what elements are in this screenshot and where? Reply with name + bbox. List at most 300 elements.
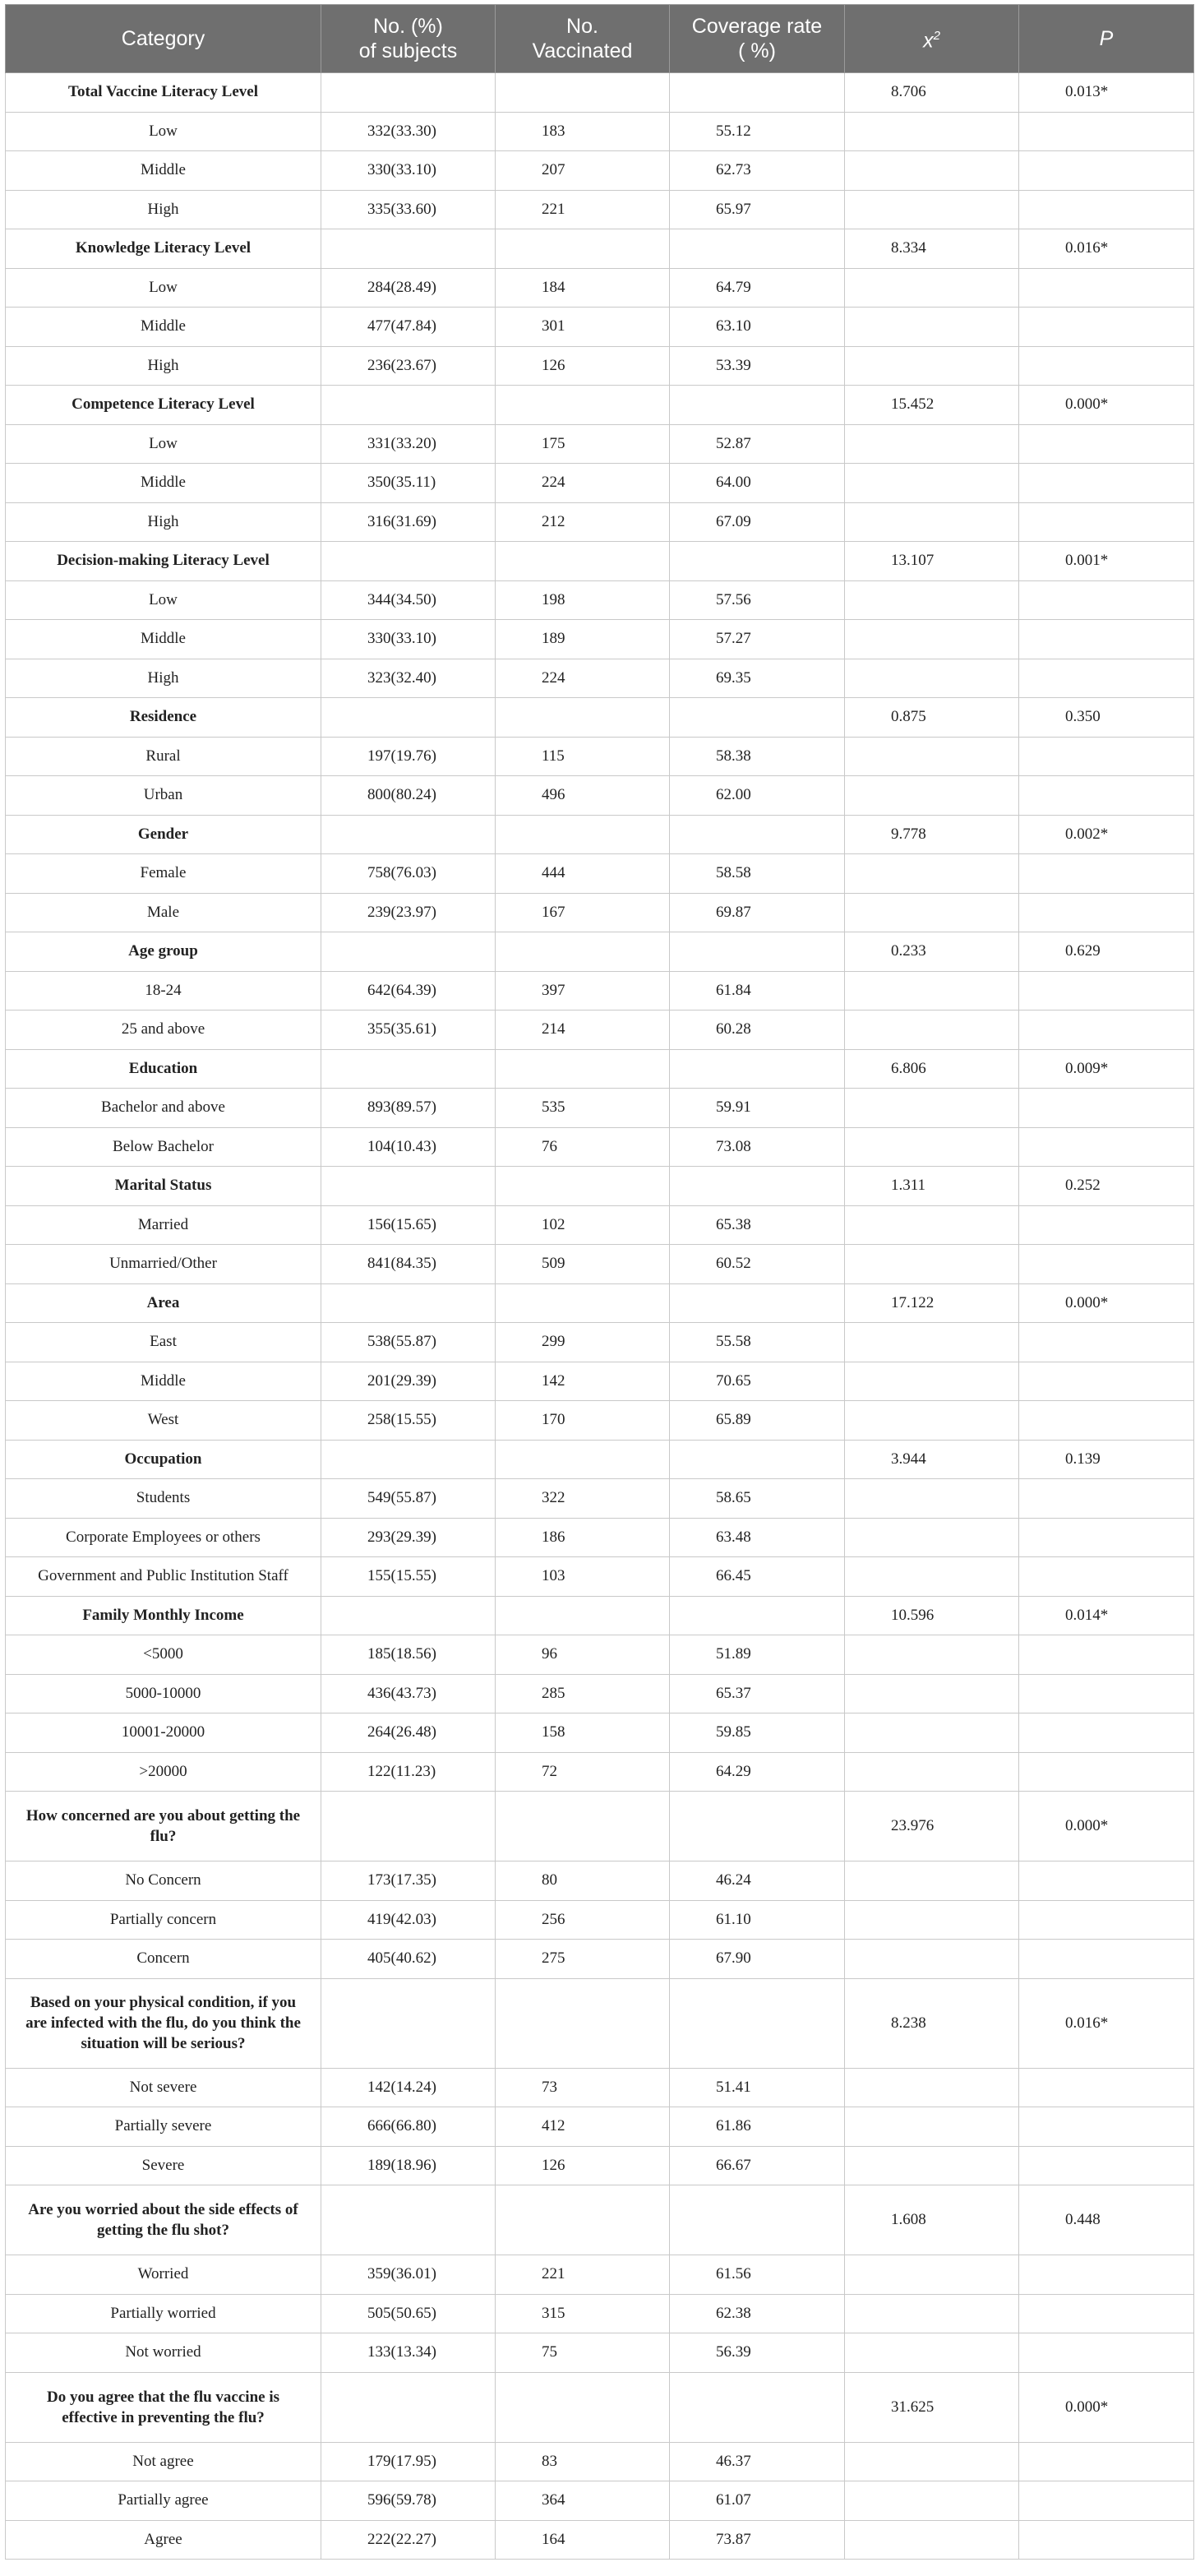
header-chi-square-symbol: x <box>923 29 934 53</box>
coverage-cell <box>670 1978 845 2068</box>
vaccinated-cell <box>496 1792 670 1861</box>
subjects-cell: 201(29.39) <box>321 1362 496 1401</box>
table-row <box>6 268 1194 308</box>
chi-square-cell <box>845 2333 1019 2373</box>
category-cell: Middle <box>6 620 321 659</box>
p-value-cell <box>1019 620 1194 659</box>
subjects-cell <box>321 1792 496 1861</box>
category-cell: Not severe <box>6 2068 321 2107</box>
coverage-cell: 66.67 <box>670 2146 845 2185</box>
chi-square-cell <box>845 620 1019 659</box>
vaccinated-cell: 102 <box>496 1205 670 1245</box>
table-row <box>6 2146 1194 2185</box>
subjects-cell: 185(18.56) <box>321 1635 496 1675</box>
vaccinated-cell <box>496 1596 670 1635</box>
coverage-cell: 61.07 <box>670 2481 845 2521</box>
table-row <box>6 151 1194 191</box>
p-value-cell <box>1019 971 1194 1011</box>
table-row <box>6 1861 1194 1901</box>
chi-square-cell <box>845 464 1019 503</box>
chi-square-cell: 0.233 <box>845 932 1019 972</box>
chi-square-cell <box>845 971 1019 1011</box>
coverage-cell: 55.58 <box>670 1323 845 1362</box>
vaccinated-cell: 224 <box>496 659 670 698</box>
coverage-cell: 60.52 <box>670 1245 845 1284</box>
coverage-cell: 63.10 <box>670 308 845 347</box>
vaccinated-cell: 75 <box>496 2333 670 2373</box>
coverage-cell <box>670 73 845 113</box>
chi-square-cell: 10.596 <box>845 1596 1019 1635</box>
coverage-cell: 61.10 <box>670 1900 845 1940</box>
table-row <box>6 1323 1194 1362</box>
table-row <box>6 1011 1194 1050</box>
table-row <box>6 620 1194 659</box>
coverage-cell: 58.65 <box>670 1479 845 1519</box>
p-value-cell <box>1019 1323 1194 1362</box>
vaccinated-cell: 183 <box>496 112 670 151</box>
vaccinated-cell <box>496 1049 670 1089</box>
header-vaccinated <box>496 5 670 73</box>
subjects-cell <box>321 542 496 581</box>
group-label-cell: How concerned are you about getting the flu? <box>6 1792 321 1861</box>
subjects-cell <box>321 815 496 854</box>
subjects-cell: 335(33.60) <box>321 190 496 229</box>
vaccinated-cell: 83 <box>496 2442 670 2481</box>
header-category: Category <box>6 5 321 73</box>
group-row <box>6 542 1194 581</box>
coverage-cell: 62.73 <box>670 151 845 191</box>
vaccinated-cell: 164 <box>496 2520 670 2560</box>
coverage-cell: 64.00 <box>670 464 845 503</box>
table-row <box>6 308 1194 347</box>
category-cell: Corporate Employees or others <box>6 1518 321 1557</box>
category-cell: Married <box>6 1205 321 1245</box>
p-value-cell <box>1019 1635 1194 1675</box>
chi-square-cell <box>845 854 1019 894</box>
table-row <box>6 1089 1194 1128</box>
vaccinated-cell: 126 <box>496 346 670 386</box>
vaccinated-cell: 76 <box>496 1127 670 1167</box>
p-value-cell: 0.014* <box>1019 1596 1194 1635</box>
subjects-cell: 142(14.24) <box>321 2068 496 2107</box>
chi-square-cell <box>845 2481 1019 2521</box>
category-cell: Government and Public Institution Staff <box>6 1557 321 1597</box>
table-row <box>6 1205 1194 1245</box>
vaccinated-cell: 186 <box>496 1518 670 1557</box>
category-cell: High <box>6 346 321 386</box>
category-cell: Not worried <box>6 2333 321 2373</box>
vaccinated-cell: 315 <box>496 2294 670 2333</box>
vaccinated-cell: 189 <box>496 620 670 659</box>
category-cell: Concern <box>6 1940 321 1979</box>
coverage-cell <box>670 815 845 854</box>
category-cell: Partially concern <box>6 1900 321 1940</box>
subjects-cell: 173(17.35) <box>321 1861 496 1901</box>
chi-square-cell: 8.334 <box>845 229 1019 269</box>
coverage-cell: 59.85 <box>670 1713 845 1753</box>
category-cell: <5000 <box>6 1635 321 1675</box>
chi-square-cell: 0.875 <box>845 698 1019 738</box>
table-row <box>6 1674 1194 1713</box>
subjects-cell: 222(22.27) <box>321 2520 496 2560</box>
category-cell: Below Bachelor <box>6 1127 321 1167</box>
chi-square-cell <box>845 2294 1019 2333</box>
coverage-cell: 46.24 <box>670 1861 845 1901</box>
subjects-cell <box>321 2185 496 2255</box>
table-row <box>6 893 1194 932</box>
chi-square-cell <box>845 1362 1019 1401</box>
chi-square-cell <box>845 2146 1019 2185</box>
group-row <box>6 1596 1194 1635</box>
category-cell: Low <box>6 112 321 151</box>
chi-square-cell <box>845 1900 1019 1940</box>
subjects-cell <box>321 1167 496 1206</box>
table-row <box>6 502 1194 542</box>
chi-square-cell <box>845 268 1019 308</box>
chi-square-cell: 1.608 <box>845 2185 1019 2255</box>
chi-square-cell: 3.944 <box>845 1440 1019 1479</box>
coverage-cell: 64.79 <box>670 268 845 308</box>
coverage-cell: 73.87 <box>670 2520 845 2560</box>
vaccinated-cell: 224 <box>496 464 670 503</box>
chi-square-cell <box>845 1674 1019 1713</box>
header-row <box>6 5 1194 73</box>
p-value-cell <box>1019 2107 1194 2147</box>
subjects-cell: 666(66.80) <box>321 2107 496 2147</box>
p-value-cell: 0.000* <box>1019 1792 1194 1861</box>
chi-square-cell <box>845 1089 1019 1128</box>
subjects-cell: 800(80.24) <box>321 776 496 816</box>
header-subjects-line1: No. (%) <box>373 15 443 38</box>
subjects-cell: 104(10.43) <box>321 1127 496 1167</box>
coverage-cell: 65.97 <box>670 190 845 229</box>
p-value-cell: 0.448 <box>1019 2185 1194 2255</box>
subjects-cell: 330(33.10) <box>321 151 496 191</box>
p-value-cell <box>1019 424 1194 464</box>
chi-square-cell <box>845 1518 1019 1557</box>
vaccinated-cell <box>496 698 670 738</box>
group-label-cell: Residence <box>6 698 321 738</box>
group-label-cell: Knowledge Literacy Level <box>6 229 321 269</box>
p-value-cell: 0.000* <box>1019 2372 1194 2442</box>
data-table <box>5 4 1194 2560</box>
p-value-cell: 0.009* <box>1019 1049 1194 1089</box>
table-row <box>6 776 1194 816</box>
vaccinated-cell: 535 <box>496 1089 670 1128</box>
coverage-cell <box>670 698 845 738</box>
table-row <box>6 2068 1194 2107</box>
group-label-cell: Area <box>6 1283 321 1323</box>
chi-square-cell <box>845 893 1019 932</box>
coverage-cell: 64.29 <box>670 1752 845 1792</box>
table-row <box>6 1479 1194 1519</box>
chi-square-cell <box>845 1245 1019 1284</box>
chi-square-cell <box>845 2255 1019 2295</box>
chi-square-cell <box>845 2107 1019 2147</box>
subjects-cell: 419(42.03) <box>321 1900 496 1940</box>
table-row <box>6 346 1194 386</box>
coverage-cell: 69.87 <box>670 893 845 932</box>
coverage-cell: 57.27 <box>670 620 845 659</box>
coverage-cell: 63.48 <box>670 1518 845 1557</box>
subjects-cell <box>321 1283 496 1323</box>
header-coverage-line1: Coverage rate <box>691 15 823 38</box>
coverage-cell: 52.87 <box>670 424 845 464</box>
category-cell: Middle <box>6 151 321 191</box>
p-value-cell <box>1019 2520 1194 2560</box>
p-value-cell <box>1019 1861 1194 1901</box>
p-value-cell: 0.000* <box>1019 386 1194 425</box>
coverage-cell: 62.00 <box>670 776 845 816</box>
p-value-cell <box>1019 1089 1194 1128</box>
table-row <box>6 1752 1194 1792</box>
p-value-cell <box>1019 580 1194 620</box>
chi-square-cell <box>845 1635 1019 1675</box>
subjects-cell: 179(17.95) <box>321 2442 496 2481</box>
p-value-cell <box>1019 2481 1194 2521</box>
chi-square-cell <box>845 2442 1019 2481</box>
group-label-cell: Occupation <box>6 1440 321 1479</box>
chi-square-cell: 17.122 <box>845 1283 1019 1323</box>
chi-square-cell <box>845 346 1019 386</box>
table-row <box>6 1557 1194 1597</box>
coverage-cell: 65.89 <box>670 1401 845 1441</box>
vaccinated-cell: 256 <box>496 1900 670 1940</box>
chi-square-cell <box>845 424 1019 464</box>
chi-square-cell: 6.806 <box>845 1049 1019 1089</box>
table-row <box>6 737 1194 776</box>
vaccinated-cell: 275 <box>496 1940 670 1979</box>
header-chi-square-exponent: 2 <box>933 29 940 44</box>
subjects-cell <box>321 73 496 113</box>
category-cell: High <box>6 659 321 698</box>
category-cell: 25 and above <box>6 1011 321 1050</box>
chi-square-cell <box>845 1752 1019 1792</box>
p-value-cell <box>1019 1362 1194 1401</box>
vaccinated-cell: 115 <box>496 737 670 776</box>
table-row <box>6 464 1194 503</box>
coverage-cell: 53.39 <box>670 346 845 386</box>
category-cell: Partially agree <box>6 2481 321 2521</box>
vaccinated-cell: 364 <box>496 2481 670 2521</box>
p-value-cell: 0.013* <box>1019 73 1194 113</box>
group-row <box>6 1792 1194 1861</box>
group-row <box>6 2185 1194 2255</box>
coverage-cell: 61.84 <box>670 971 845 1011</box>
vaccinated-cell: 496 <box>496 776 670 816</box>
vaccinated-cell: 126 <box>496 2146 670 2185</box>
table-row <box>6 2442 1194 2481</box>
group-row <box>6 73 1194 113</box>
vaccinated-cell: 175 <box>496 424 670 464</box>
subjects-cell: 642(64.39) <box>321 971 496 1011</box>
chi-square-cell <box>845 1940 1019 1979</box>
category-cell: Middle <box>6 1362 321 1401</box>
subjects-cell <box>321 932 496 972</box>
group-row <box>6 229 1194 269</box>
subjects-cell <box>321 1049 496 1089</box>
table-row <box>6 1518 1194 1557</box>
subjects-cell: 841(84.35) <box>321 1245 496 1284</box>
coverage-cell: 60.28 <box>670 1011 845 1050</box>
subjects-cell <box>321 1978 496 2068</box>
subjects-cell: 436(43.73) <box>321 1674 496 1713</box>
coverage-cell: 66.45 <box>670 1557 845 1597</box>
subjects-cell: 133(13.34) <box>321 2333 496 2373</box>
p-value-cell <box>1019 308 1194 347</box>
header-vaccinated-line1: No. <box>566 15 598 38</box>
coverage-cell: 61.56 <box>670 2255 845 2295</box>
category-cell: Not agree <box>6 2442 321 2481</box>
chi-square-cell <box>845 1323 1019 1362</box>
subjects-cell: 477(47.84) <box>321 308 496 347</box>
subjects-cell: 284(28.49) <box>321 268 496 308</box>
p-value-cell <box>1019 1205 1194 1245</box>
category-cell: Severe <box>6 2146 321 2185</box>
p-value-cell <box>1019 268 1194 308</box>
category-cell: Urban <box>6 776 321 816</box>
chi-square-cell <box>845 308 1019 347</box>
p-value-cell <box>1019 346 1194 386</box>
vaccinated-cell <box>496 2372 670 2442</box>
group-label-cell: Based on your physical condition, if you are infected with the flu, do you think the situation will be serious? <box>6 1978 321 2068</box>
table-row <box>6 2333 1194 2373</box>
p-value-cell <box>1019 1401 1194 1441</box>
vaccinated-cell: 214 <box>496 1011 670 1050</box>
chi-square-cell <box>845 776 1019 816</box>
subjects-cell: 344(34.50) <box>321 580 496 620</box>
group-row <box>6 932 1194 972</box>
subjects-cell: 239(23.97) <box>321 893 496 932</box>
p-value-cell: 0.000* <box>1019 1283 1194 1323</box>
vaccinated-cell: 207 <box>496 151 670 191</box>
category-cell: >20000 <box>6 1752 321 1792</box>
vaccinated-cell: 167 <box>496 893 670 932</box>
p-value-cell <box>1019 659 1194 698</box>
p-value-cell <box>1019 2442 1194 2481</box>
chi-square-cell <box>845 151 1019 191</box>
subjects-cell: 350(35.11) <box>321 464 496 503</box>
vaccinated-cell <box>496 1978 670 2068</box>
p-value-cell <box>1019 2255 1194 2295</box>
vaccinated-cell: 80 <box>496 1861 670 1901</box>
coverage-cell: 56.39 <box>670 2333 845 2373</box>
table-row <box>6 1362 1194 1401</box>
group-label-cell: Decision-making Literacy Level <box>6 542 321 581</box>
coverage-cell: 51.89 <box>670 1635 845 1675</box>
chi-square-cell <box>845 1557 1019 1597</box>
group-label-cell: Do you agree that the flu vaccine is effective in preventing the flu? <box>6 2372 321 2442</box>
coverage-cell: 57.56 <box>670 580 845 620</box>
group-label-cell: Gender <box>6 815 321 854</box>
p-value-cell <box>1019 1245 1194 1284</box>
coverage-cell: 58.38 <box>670 737 845 776</box>
p-value-cell <box>1019 1674 1194 1713</box>
coverage-cell <box>670 2185 845 2255</box>
p-value-cell <box>1019 1011 1194 1050</box>
subjects-cell: 236(23.67) <box>321 346 496 386</box>
p-value-cell <box>1019 1479 1194 1519</box>
category-cell: Unmarried/Other <box>6 1245 321 1284</box>
subjects-cell: 330(33.10) <box>321 620 496 659</box>
vaccinated-cell: 73 <box>496 2068 670 2107</box>
category-cell: Students <box>6 1479 321 1519</box>
subjects-cell: 122(11.23) <box>321 1752 496 1792</box>
p-value-cell <box>1019 2333 1194 2373</box>
group-label-cell: Competence Literacy Level <box>6 386 321 425</box>
chi-square-cell <box>845 1011 1019 1050</box>
group-row <box>6 1978 1194 2068</box>
coverage-cell: 70.65 <box>670 1362 845 1401</box>
category-cell: Rural <box>6 737 321 776</box>
coverage-cell: 69.35 <box>670 659 845 698</box>
header-chi-square <box>845 5 1019 73</box>
group-label-cell: Education <box>6 1049 321 1089</box>
category-cell: East <box>6 1323 321 1362</box>
subjects-cell: 758(76.03) <box>321 854 496 894</box>
table-row <box>6 971 1194 1011</box>
p-value-cell <box>1019 1518 1194 1557</box>
category-cell: West <box>6 1401 321 1441</box>
vaccinated-cell <box>496 229 670 269</box>
vaccinated-cell: 170 <box>496 1401 670 1441</box>
p-value-cell: 0.001* <box>1019 542 1194 581</box>
subjects-cell <box>321 229 496 269</box>
group-row <box>6 1283 1194 1323</box>
vaccinated-cell: 184 <box>496 268 670 308</box>
chi-square-cell <box>845 659 1019 698</box>
subjects-cell <box>321 1440 496 1479</box>
group-row <box>6 1167 1194 1206</box>
category-cell: Low <box>6 268 321 308</box>
p-value-cell <box>1019 1940 1194 1979</box>
subjects-cell: 189(18.96) <box>321 2146 496 2185</box>
vaccinated-cell <box>496 932 670 972</box>
coverage-cell <box>670 932 845 972</box>
vaccinated-cell <box>496 2185 670 2255</box>
chi-square-cell: 8.238 <box>845 1978 1019 2068</box>
subjects-cell <box>321 2372 496 2442</box>
category-cell: 5000-10000 <box>6 1674 321 1713</box>
table-row <box>6 854 1194 894</box>
vaccinated-cell: 96 <box>496 1635 670 1675</box>
p-value-cell <box>1019 2068 1194 2107</box>
vaccinated-cell: 444 <box>496 854 670 894</box>
category-cell: Female <box>6 854 321 894</box>
p-value-cell <box>1019 502 1194 542</box>
p-value-cell <box>1019 1557 1194 1597</box>
coverage-cell: 73.08 <box>670 1127 845 1167</box>
group-label-cell: Marital Status <box>6 1167 321 1206</box>
table-row <box>6 2520 1194 2560</box>
coverage-cell: 59.91 <box>670 1089 845 1128</box>
coverage-cell: 65.37 <box>670 1674 845 1713</box>
coverage-cell: 58.58 <box>670 854 845 894</box>
group-row <box>6 815 1194 854</box>
p-value-cell <box>1019 737 1194 776</box>
table-row <box>6 2107 1194 2147</box>
category-cell: 18-24 <box>6 971 321 1011</box>
vaccinated-cell: 285 <box>496 1674 670 1713</box>
category-cell: No Concern <box>6 1861 321 1901</box>
subjects-cell <box>321 1596 496 1635</box>
category-cell: Bachelor and above <box>6 1089 321 1128</box>
subjects-cell <box>321 698 496 738</box>
p-value-cell: 0.016* <box>1019 1978 1194 2068</box>
vaccinated-cell: 103 <box>496 1557 670 1597</box>
chi-square-cell: 15.452 <box>845 386 1019 425</box>
vaccinated-cell <box>496 542 670 581</box>
